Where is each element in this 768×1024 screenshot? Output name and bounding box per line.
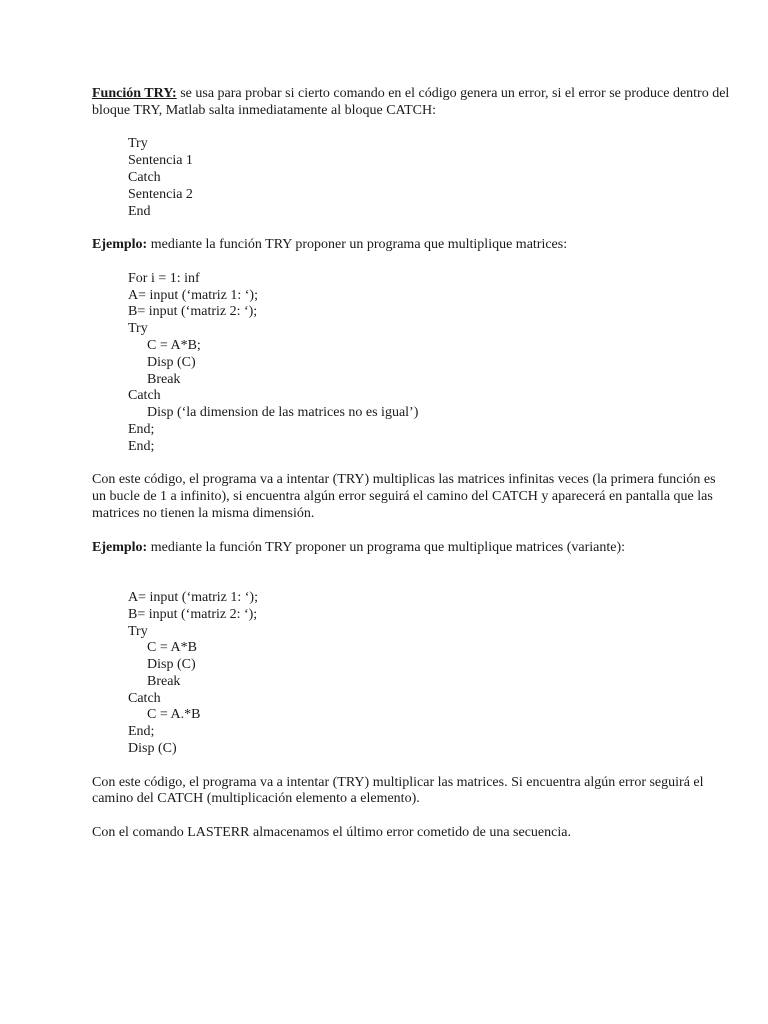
example2-code-block: [92, 590, 732, 758]
code-line: B= input (‘matriz 2: ‘);: [128, 606, 258, 622]
example1-paragraph: [92, 237, 732, 254]
code-line: Sentencia 1: [128, 153, 193, 169]
spacer: [92, 220, 732, 237]
spacer: [92, 758, 732, 775]
example1-label: Ejemplo:: [92, 237, 148, 253]
code-line: End;: [128, 724, 155, 740]
syntax-code-block: [92, 136, 732, 220]
intro-heading: Función TRY:: [92, 86, 177, 101]
code-line: Disp (C): [128, 741, 177, 757]
code-line: Disp (C): [147, 657, 196, 673]
example2-paragraph: [92, 540, 732, 557]
code-line: End;: [128, 438, 155, 454]
code-line: A= input (‘matriz 1: ‘);: [128, 589, 258, 605]
code-line: Try: [128, 321, 148, 337]
example1-text: mediante la función TRY proponer un programa que multiplique matrices:: [147, 237, 568, 253]
code-line: End: [128, 203, 151, 219]
code-line: Try: [128, 136, 148, 152]
code-line: Catch: [128, 388, 161, 404]
code-line: C = A.*B: [147, 707, 201, 723]
code-line: Disp (C): [147, 354, 196, 370]
spacer: [92, 808, 732, 825]
spacer: [92, 556, 732, 590]
code-line: A= input (‘matriz 1: ‘);: [128, 287, 258, 303]
code-line: Try: [128, 623, 148, 639]
example1-code-block: [92, 271, 732, 456]
code-line: For i = 1: inf: [128, 270, 200, 286]
document-page: [92, 86, 732, 842]
example2-explanation: Con este código, el programa va a intentar (TRY) multiplicar las matrices. Si encuentra algún error seguirá el camino del CATCH (multiplicación elemento a elemento).: [92, 774, 704, 807]
spacer: [92, 120, 732, 137]
code-line: C = A*B;: [147, 337, 201, 353]
spacer: [92, 456, 732, 473]
example1-explanation: Con este código, el programa va a intentar (TRY) multiplicas las matrices infinitas veces (la primera función es un bucle de 1 a infinito), si encuentra algún error seguirá el camino del CATCH y aparecerá en pantalla que las matrices no tienen la misma dimensión.: [92, 472, 716, 521]
code-line: Break: [147, 371, 181, 387]
code-line: B= input (‘matriz 2: ‘);: [128, 304, 258, 320]
code-line: Catch: [128, 169, 161, 185]
code-line: End;: [128, 421, 155, 437]
code-line: Disp (‘la dimension de las matrices no es igual’): [147, 405, 419, 421]
intro-paragraph: [92, 86, 732, 120]
code-line: Sentencia 2: [128, 186, 193, 202]
spacer: [92, 254, 732, 271]
code-line: Break: [147, 673, 181, 689]
intro-text: se usa para probar si cierto comando en el código genera un error, si el error se produce dentro del bloque TRY, Matlab salta inmediatamente al bloque CATCH:: [92, 86, 730, 118]
code-line: C = A*B: [147, 640, 197, 656]
code-line: Catch: [128, 690, 161, 706]
example2-label: Ejemplo:: [92, 539, 148, 555]
spacer: [92, 523, 732, 540]
closing-paragraph: Con el comando LASTERR almacenamos el último error cometido de una secuencia.: [92, 825, 571, 841]
example2-text: mediante la función TRY proponer un programa que multiplique matrices (variante):: [147, 539, 626, 555]
